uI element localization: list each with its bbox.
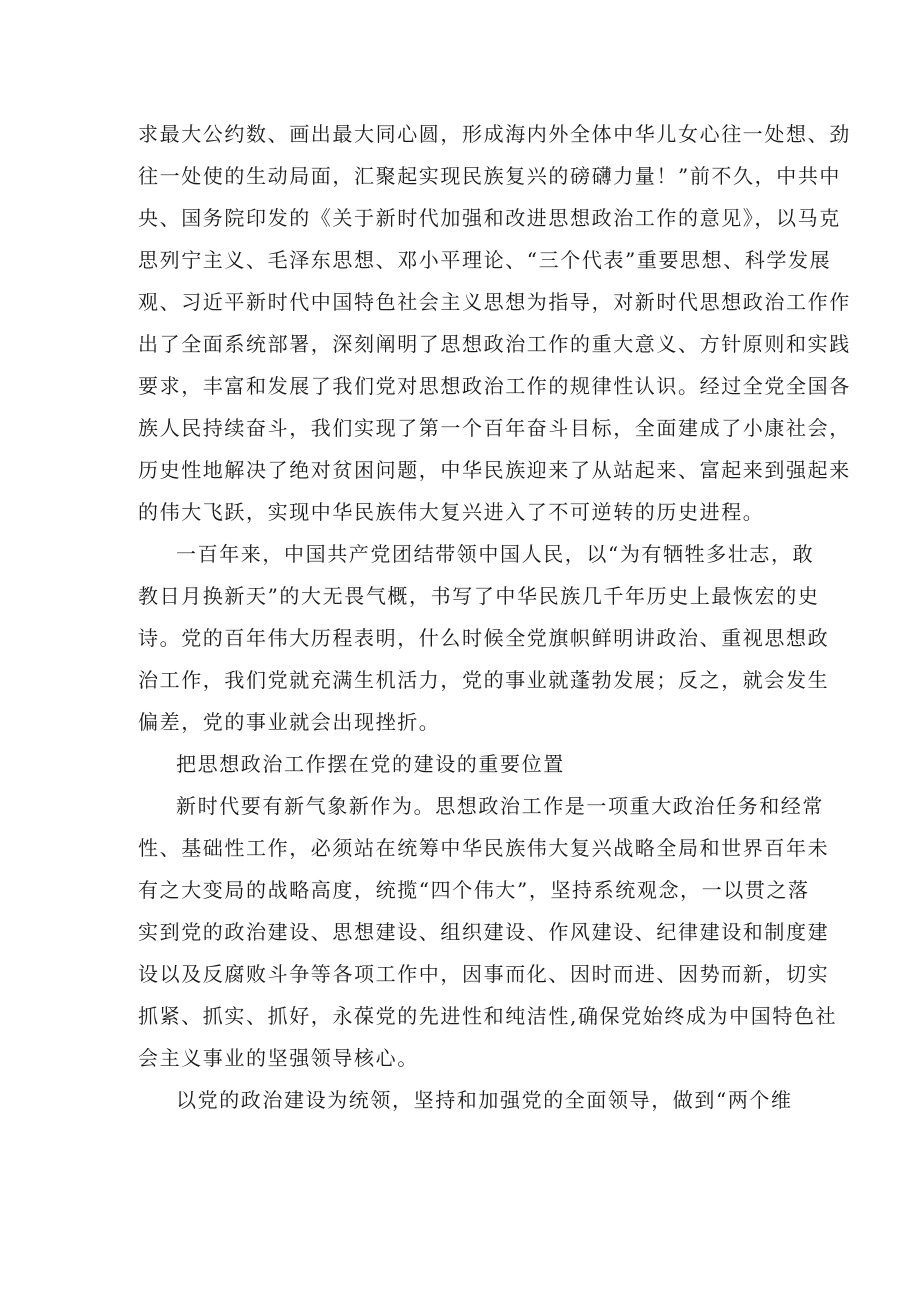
text-line: 以党的政治建设为统领，坚持和加强党的全面领导，做到“两个维 (176, 1088, 793, 1112)
text-line: 族人民持续奋斗，我们实现了第一个百年奋斗目标，全面建成了小康社会， (138, 416, 851, 440)
text-line: 治工作，我们党就充满生机活力，党的事业就蓬勃发展；反之，就会发生 (138, 668, 830, 692)
text-line: 新时代要有新气象新作为。思想政治工作是一项重大政治任务和经常 (176, 794, 824, 818)
text-line: 观、习近平新时代中国特色社会主义思想为指导，对新时代思想政治工作作 (138, 290, 851, 314)
text-line: 性、基础性工作，必须站在统筹中华民族伟大复兴战略全局和世界百年未 (138, 836, 830, 860)
text-line: 思列宁主义、毛泽东思想、邓小平理论、“三个代表”重要思想、科学发展 (138, 248, 832, 272)
text-line: 有之大变局的战略高度，统揽“四个伟大”，坚持系统观念，一以贯之落 (138, 878, 810, 902)
text-line: 往一处使的生动局面，汇聚起实现民族复兴的磅礴力量！”前不久，中共中 (138, 164, 842, 188)
text-line: 历史性地解决了绝对贫困问题，中华民族迎来了从站起来、富起来到强起来 (138, 458, 851, 482)
section-heading: 把思想政治工作摆在党的建设的重要位置 (176, 752, 565, 776)
text-line: 求最大公约数、画出最大同心圆，形成海内外全体中华儿女心往一处想、劲 (138, 122, 851, 146)
text-line: 一百年来，中国共产党团结带领中国人民，以“为有牺牲多壮志，敢 (176, 542, 815, 566)
text-line: 会主义事业的坚强领导核心。 (138, 1046, 419, 1070)
text-line: 教日月换新天”的大无畏气概，书写了中华民族几千年历史上最恢宏的史 (138, 584, 820, 608)
text-line: 出了全面系统部署，深刻阐明了思想政治工作的重大意义、方针原则和实践 (138, 332, 851, 356)
text-line: 抓紧、抓实、抓好，永葆党的先进性和纯洁性,确保党始终成为中国特色社 (138, 1004, 838, 1028)
text-line: 央、国务院印发的《关于新时代加强和改进思想政治工作的意见》，以马克 (138, 206, 841, 230)
document-body (138, 113, 851, 1121)
text-line: 的伟大飞跃，实现中华民族伟大复兴进入了不可逆转的历史进程。 (138, 500, 765, 524)
text-line: 要求，丰富和发展了我们党对思想政治工作的规律性认识。经过全党全国各 (138, 374, 851, 398)
text-line: 实到党的政治建设、思想建设、组织建设、作风建设、纪律建设和制度建 (138, 920, 830, 944)
text-line: 偏差，党的事业就会出现挫折。 (138, 710, 441, 734)
text-line: 诗。党的百年伟大历程表明，什么时候全党旗帜鲜明讲政治、重视思想政 (138, 626, 830, 650)
text-line: 设以及反腐败斗争等各项工作中，因事而化、因时而进、因势而新，切实 (138, 962, 830, 986)
